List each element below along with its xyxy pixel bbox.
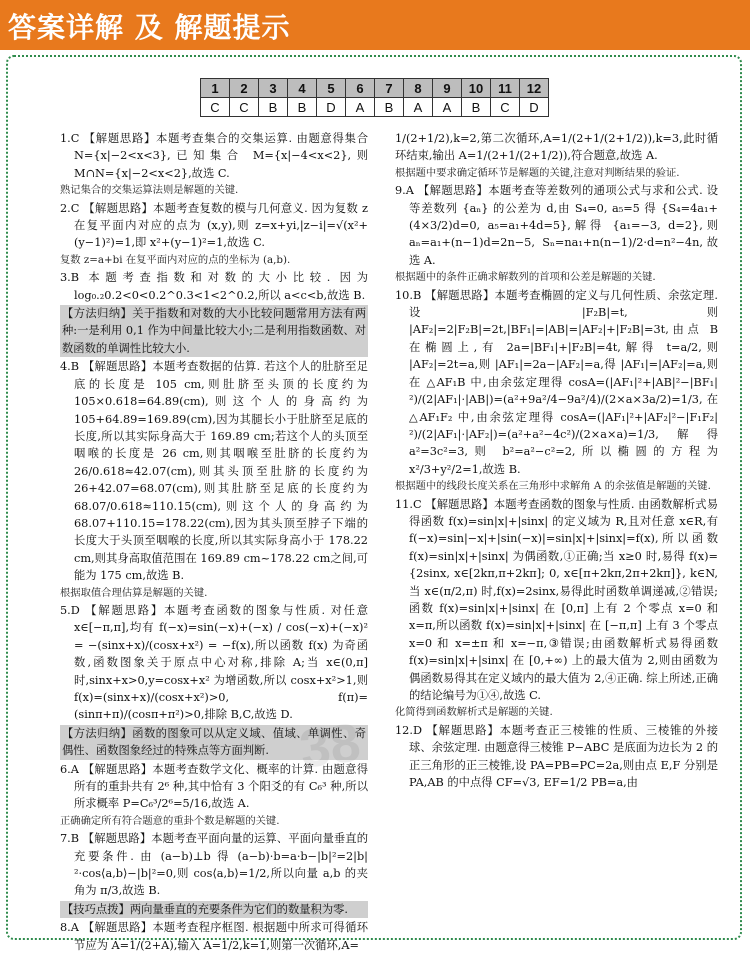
question-number: 6	[346, 79, 375, 98]
answer-table	[200, 78, 549, 117]
answer-letter: C	[230, 98, 259, 117]
watermark-logo: 38	[296, 712, 364, 780]
solution-q6: 6.A 【解题思路】本题考查数学文化、概率的计算. 由题意得所有的重卦共有 2⁶ 种,其中恰有 3 个阳爻的有 C₆³ 种,所以所求概率 P=C₆³/2⁶=5/16,故选 A.	[60, 762, 368, 811]
header-banner	[0, 0, 750, 50]
answer-letter: B	[259, 98, 288, 117]
note-q6: 正确确定所有符合题意的重卦个数是解题的关键.	[60, 814, 280, 827]
method-box-q5: 【方法归纳】函数的图象可以从定义域、值域、单调性、奇偶性、函数图象经过的特殊点等方面判断.	[60, 725, 368, 760]
tip-box-q7: 【技巧点拨】两向量垂直的充要条件为它们的数量积为零.	[60, 901, 368, 918]
answer-letter: C	[201, 98, 230, 117]
answer-letter: C	[491, 98, 520, 117]
left-column	[60, 130, 368, 954]
question-number: 1	[201, 79, 230, 98]
answer-letter: D	[317, 98, 346, 117]
answer-letter: B	[375, 98, 404, 117]
note-q9: 根据题中的条件正确求解数列的首项和公差是解题的关键.	[395, 271, 656, 284]
answer-letter: B	[462, 98, 491, 117]
question-number: 9	[433, 79, 462, 98]
answer-number-row	[201, 79, 549, 98]
question-number: 12	[520, 79, 549, 98]
note-q11: 化简得到函数解析式是解题的关键.	[395, 706, 553, 719]
solution-q4: 4.B 【解题思路】本题考查数据的估算. 若这个人的肚脐至足底的长度是 105 cm,则肚脐至头顶的长度约为 105×0.618=64.89(cm),则这个人的身高约为 105+64.89=169.89(cm),因为其腿长小于肚脐至足底的长度,所以其实际身高大于 169.89 cm;若这个人的头顶至咽喉的长度是 26 cm,则其咽喉至肚脐的长度约为 26/0.618≈42.07(cm),则其头顶至肚脐的长度约为 26+42.07=68.07(cm),则其肚脐至足底的长度约为 68.07/0.618≈110.15(cm),则这个人的身高约为 68.07+110.15=178.22(cm),因为其头顶至脖子下端的长度大于头顶至咽喉的长度,所以其实际身高小于 178.22 cm,则其身高取值范围在 169.89 cm~178.22 cm之间,可能为 175 cm,故选 B.	[60, 360, 368, 583]
note-q2: 复数 z=a+bi 在复平面内对应的点的坐标为 (a,b).	[60, 253, 291, 266]
note-q4: 根据取值合理估算是解题的关键.	[60, 586, 208, 599]
answer-letter: B	[288, 98, 317, 117]
note-q10: 根据题中的线段长度关系在三角形中求解角 A 的余弦值是解题的关键.	[395, 480, 711, 493]
right-column	[395, 130, 718, 791]
solution-q10: 10.B 【解题思路】本题考查椭圆的定义与几何性质、余弦定理. 设 |F₂B|=t,则 |AF₂|=2|F₂B|=2t,|BF₁|=|AB|=|AF₂|+|F₂B|=3t,由点 B 在椭圆上,有 2a=|BF₁|+|F₂B|=4t,解得 t=a/2,则 |AF₂|=2t=a,则 |AF₁|=2a−|AF₂|=a,得 |AF₁|=|AF₂|=a,则在 △AF₁B 中,由余弦定理得 cosA=(|AF₁|²+|AB|²−|BF₁|²)/(2|AF₁|·|AB|)=(a²+9a²/4−9a²/4)/(2×a×3a/2)=1/3,在 △AF₁F₂ 中,由余弦定理得 cosA=(|AF₁|²+|AF₂|²−|F₁F₂|²)/(2|AF₁|·|AF₂|)=(a²+a²−4c²)/(2×a×a)=1/3,解得 a²=3c²=3,则 b²=a²−c²=2,所以椭圆的方程为 x²/3+y²/2=1,故选 B.	[395, 288, 718, 476]
question-number: 8	[404, 79, 433, 98]
solution-q1: 1.C 【解题思路】本题考查集合的交集运算. 由题意得集合 N={x|−2<x<3},已知集合 M={x|−4<x<2},则 M∩N={x|−2<x<2},故选 C.	[60, 132, 368, 180]
question-number: 3	[259, 79, 288, 98]
answer-letter: D	[520, 98, 549, 117]
question-number: 11	[491, 79, 520, 98]
solution-q8: 8.A 【解题思路】本题考查程序框图. 根据题中所求可得循环节应为 A=1/(2+A),输入 A=1/2,k=1,则第一次循环,A=	[60, 921, 368, 952]
answer-letter: A	[433, 98, 462, 117]
answer-letter: A	[346, 98, 375, 117]
question-number: 7	[375, 79, 404, 98]
answer-letter: A	[404, 98, 433, 117]
method-box-q3: 【方法归纳】关于指数和对数的大小比较问题常用方法有两种:一是利用 0,1 作为中间量比较大小;二是利用指数函数、对数函数的单调性比较大小.	[60, 305, 368, 357]
solution-q5: 5.D 【解题思路】本题考查函数的图象与性质. 对任意 x∈[−π,π],均有 f(−x)=sin(−x)+(−x) / cos(−x)+(−x)² = −(sinx+x)/(cosx+x²) = −f(x),所以函数 f(x) 为奇函数,函数图象关于原点中心对称,排除 A;当 x∈(0,π] 时,sinx+x>0,y=cosx+x² 为增函数,所以 cosx+x²>1,则 f(x)=(sinx+x)/(cosx+x²)>0, f(π)=(sinπ+π)/(cosπ+π²)>0,排除 B,C,故选 D.	[60, 603, 368, 722]
note-q8: 根据题中要求确定循环节是解题的关键,注意对判断结果的验证.	[395, 166, 680, 179]
question-number: 2	[230, 79, 259, 98]
answer-letter-row	[201, 98, 549, 117]
question-number: 4	[288, 79, 317, 98]
note-q1: 熟记集合的交集运算法则是解题的关键.	[60, 184, 239, 197]
solution-q7: 7.B 【解题思路】本题考查平面向量的运算、平面向量垂直的充要条件. 由 (a−b)⊥b 得 (a−b)·b=a·b−|b|²=2|b|²·cos⟨a,b⟩−|b|²=0,则 cos⟨a,b⟩=1/2,所以向量 a,b 的夹角为 π/3,故选 B.	[60, 832, 368, 898]
solution-q12: 12.D 【解题思路】本题考查正三棱锥的性质、三棱锥的外接球、余弦定理. 由题意得三棱锥 P−ABC 是底面为边长为 2 的正三角形的正三棱锥,设 PA=PB=PC=2a,则由点 E,F 分别是 PA,AB 的中点得 CF=√3, EF=1/2 PB=a,由	[395, 723, 718, 790]
solution-q9: 9.A 【解题思路】本题考查等差数列的通项公式与求和公式. 设等差数列 {aₙ} 的公差为 d,由 S₄=0, a₅=5 得 {S₄=4a₁+(4×3/2)d=0, a₅=a₁+4d=5},解得 {a₁=−3, d=2},则 aₙ=a₁+(n−1)d=2n−5, Sₙ=na₁+n(n−1)/2·d=n²−4n,故选 A.	[395, 184, 718, 267]
page-title: 答案详解 及 解题提示	[8, 11, 291, 44]
question-number: 5	[317, 79, 346, 98]
solution-q8-continued: 1/(2+1/2),k=2,第二次循环,A=1/(2+1/(2+1/2)),k=3,此时循环结束,输出 A=1/(2+1/(2+1/2)),符合题意,故选 A.	[395, 132, 718, 163]
solution-q3: 3.B 本题考查指数和对数的大小比较. 因为 log₀.₂0.2<0<0.2^0.3<1<2^0.2,所以 a<c<b,故选 B.	[60, 271, 368, 302]
question-number: 10	[462, 79, 491, 98]
solution-q2: 2.C 【解题思路】本题考查复数的模与几何意义. 因为复数 z 在复平面内对应的点为 (x,y),则 z=x+yi,|z−i|=√(x²+(y−1)²)=1,即 x²+(y−1)²=1,故选 C.	[60, 201, 368, 250]
solution-q11: 11.C 【解题思路】本题考查函数的图象与性质. 由函数解析式易得函数 f(x)=sin|x|+|sinx| 的定义域为 R,且对任意 x∈R,有 f(−x)=sin|−x|+|sin(−x)|=sin|x|+|sinx|=f(x),所以函数 f(x)=sin|x|+|sinx| 为偶函数,①正确;当 x≥0 时,易得 f(x)={2sinx, x∈[2kπ,π+2kπ]; 0, x∈[π+2kπ,2π+2kπ]}, k∈N,当 x∈(π/2,π) 时,f(x)=2sinx,易得此时函数单调递减,②错误;函数 f(x)=sin|x|+|sinx| 在 [0,π] 上有 2 个零点 x=0 和 x=π,所以函数 f(x)=sin|x|+|sinx| 在 [−π,π] 上有 3 个零点 x=0 和 x=±π 和 x=−π,③错误;由函数解析式易得函数 f(x)=sin|x|+|sinx| 在 [0,+∞) 上的最大值为 2,则由函数为偶函数易得其在定义域内的最大值为 2,④正确. 综上所述,正确的结论编号为①④,故选 C.	[395, 497, 718, 702]
